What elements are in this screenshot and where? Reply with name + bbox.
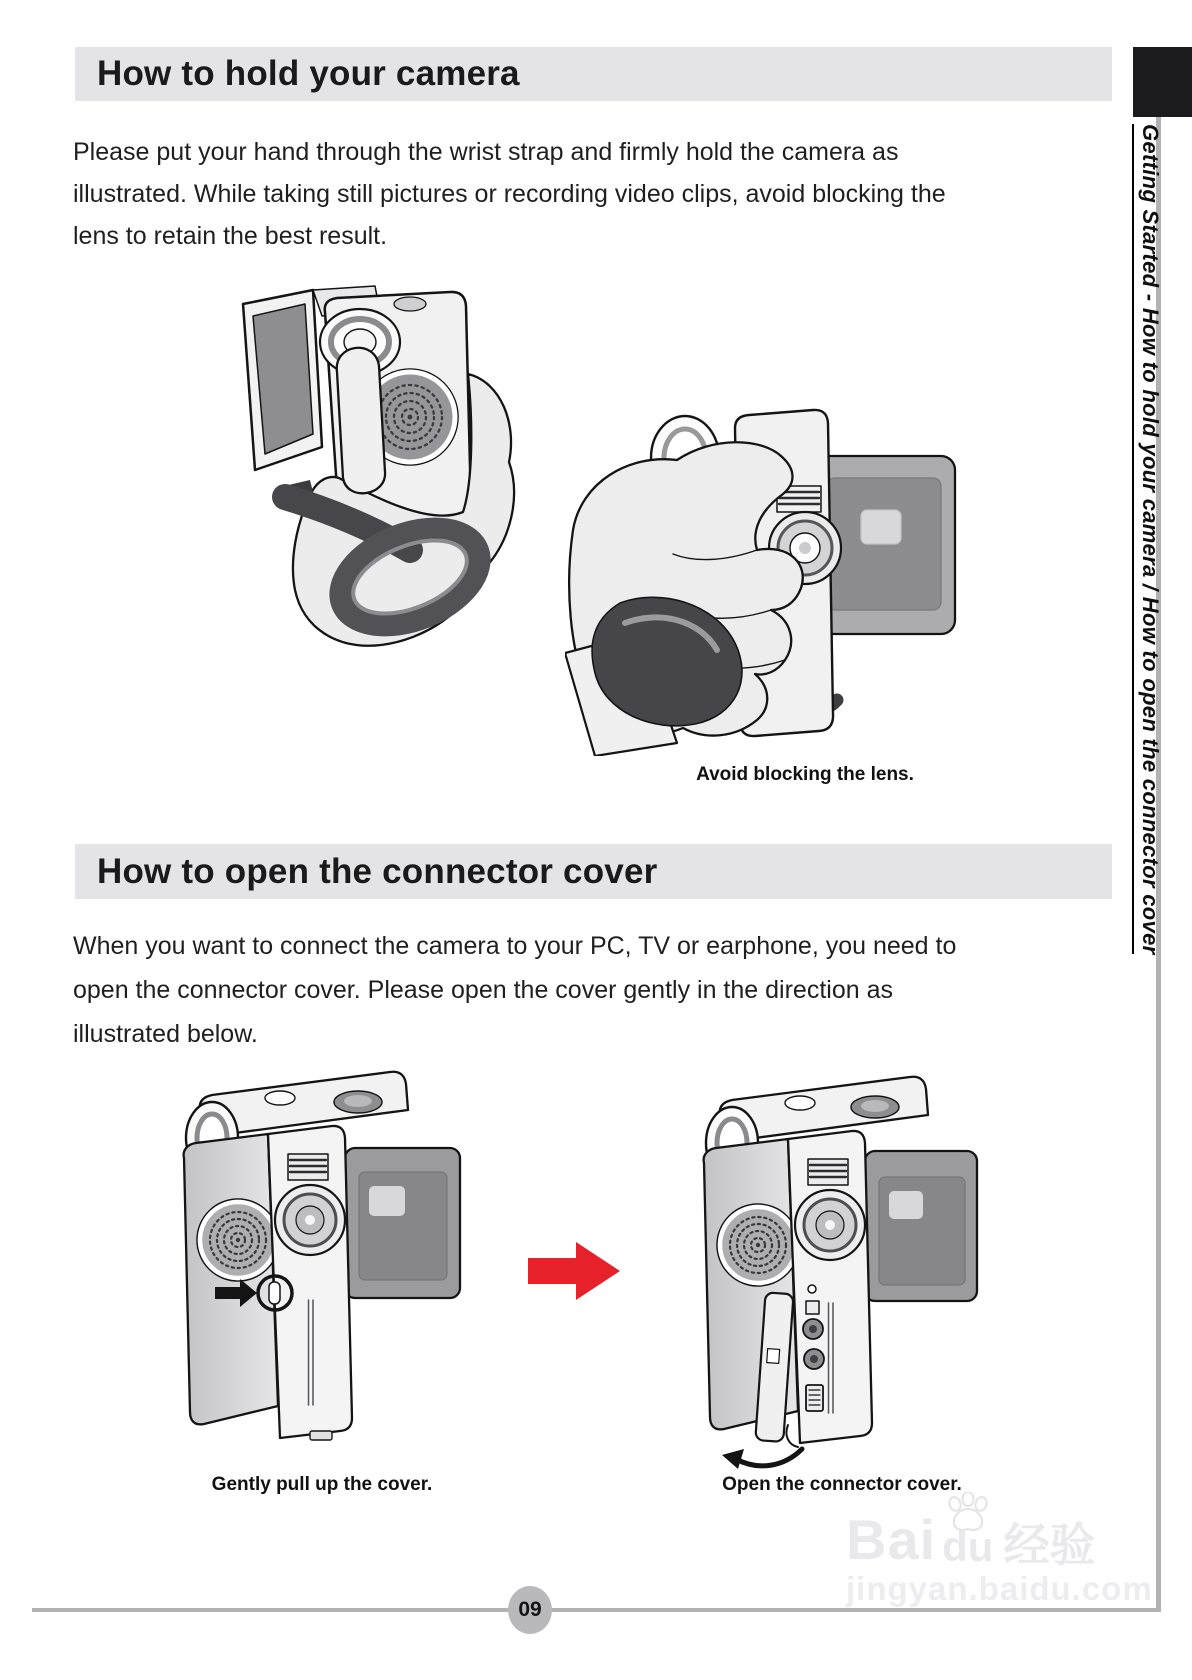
- camera-lens: [795, 1190, 865, 1260]
- body-line: illustrated. While taking still pictures or recording video clips, avoid blocking the: [73, 180, 946, 208]
- watermark-brand-right: du: [942, 1523, 994, 1570]
- caption-pull-cover: Gently pull up the cover.: [211, 1474, 433, 1495]
- body-line: open the connector cover. Please open the cover gently in the direction as: [73, 976, 893, 1004]
- watermark: [846, 1492, 1153, 1605]
- section-title: How to hold your camera: [97, 54, 520, 93]
- illustration-avoid-blocking-lens: [565, 398, 965, 756]
- red-arrow-shape: [528, 1242, 620, 1300]
- port-square: [806, 1301, 819, 1314]
- watermark-url: jingyan.baidu.com: [846, 1570, 1153, 1607]
- section-title: How to open the connector cover: [97, 851, 658, 891]
- caption-open-cover: Open the connector cover.: [722, 1474, 962, 1495]
- body-line: Please put your hand through the wrist strap and firmly hold the camera as: [73, 138, 899, 166]
- sidebar-tab-block: [1133, 47, 1192, 117]
- base-foot: [310, 1431, 332, 1440]
- deck-port: [265, 1091, 295, 1105]
- screen-window: [889, 1191, 923, 1219]
- body-line: When you want to connect the camera to your PC, TV or earphone, you need to: [73, 932, 957, 960]
- red-arrow-icon: [528, 1242, 620, 1300]
- cover-latch: [269, 1282, 280, 1304]
- sidebar-running-title-text: Getting Started - How to hold your camera / How to open the connector cover: [1132, 124, 1163, 954]
- body-line: illustrated below.: [73, 1020, 258, 1048]
- screen-window: [369, 1186, 405, 1216]
- status-led: [808, 1285, 816, 1293]
- page-number-badge: 09: [508, 1586, 552, 1634]
- flash-grille: [808, 1159, 848, 1185]
- section-header-hold-camera: [75, 47, 1112, 101]
- watermark-brand-left: Bai: [846, 1508, 937, 1571]
- paragraph-hold-camera: [73, 131, 946, 257]
- shutter-button-top: [344, 1095, 372, 1107]
- body-line: lens to retain the best result.: [73, 222, 388, 250]
- speaker-grille: [197, 1199, 279, 1281]
- sidebar-running-title: [1132, 124, 1163, 988]
- watermark-du-group: [942, 1492, 993, 1568]
- speaker-grille: [717, 1204, 799, 1286]
- thumb: [337, 348, 385, 494]
- camera-lens: [275, 1185, 345, 1255]
- footer-rule: [32, 1608, 1161, 1612]
- shutter-button-top: [861, 1100, 889, 1112]
- deck-port: [785, 1096, 815, 1110]
- screen-window: [861, 510, 901, 544]
- cover-hinge: [786, 1425, 798, 1447]
- illustration-hold-camera-strap: [225, 282, 525, 667]
- curved-arrow-icon: [722, 1449, 802, 1469]
- illustration-open-cover: [672, 1053, 1002, 1473]
- usb-port: [806, 1385, 823, 1411]
- shutter-button: [394, 297, 426, 311]
- watermark-brand-cn: 经验: [1003, 1519, 1096, 1571]
- watermark-logo: [846, 1492, 1153, 1571]
- illustration-pull-cover: [160, 1050, 505, 1455]
- flash-grille: [288, 1154, 328, 1180]
- section-header-connector-cover: [75, 844, 1112, 899]
- caption-avoid-blocking: Avoid blocking the lens.: [696, 764, 914, 785]
- paragraph-connector-cover: [73, 924, 956, 1056]
